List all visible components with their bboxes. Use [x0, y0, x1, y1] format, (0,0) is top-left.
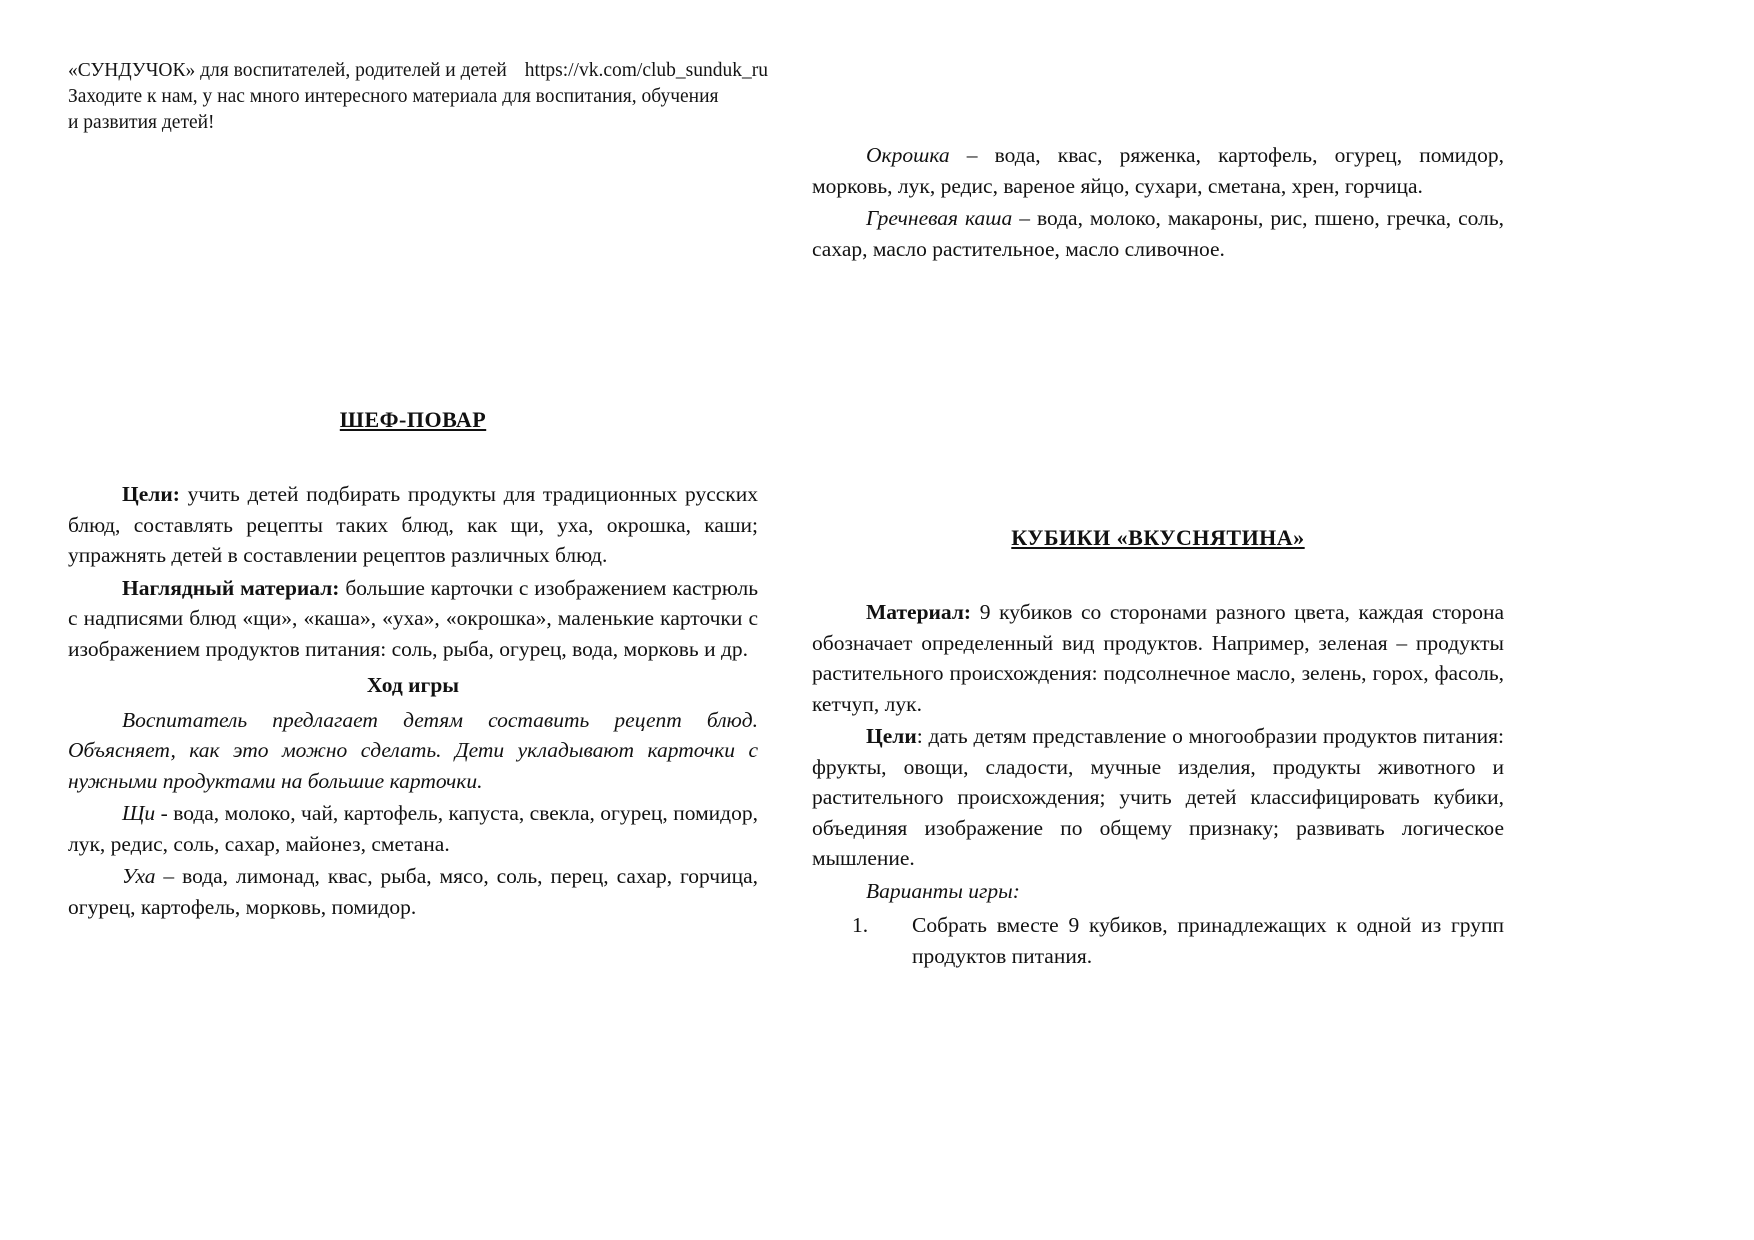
chef-goals	[68, 479, 758, 571]
list-item-number: 1.	[852, 913, 869, 938]
recipe-kasha-label: Гречневая каша	[866, 206, 1013, 231]
chef-goals-label: Цели:	[122, 482, 180, 507]
header-line-2: Заходите к нам, у нас много интересного материала для воспитания, обучения	[68, 85, 719, 107]
section-chef-povar	[68, 404, 758, 924]
chef-course-text: Воспитатель предлагает детям составить рецепт блюд. Объясняет, как это можно сделать. Дети укладывают карточки с нужными продуктами на большие карточки.	[68, 707, 758, 793]
header-title-text: «СУНДУЧОК» для воспитателей, родителей и детей	[68, 60, 507, 81]
section-kubiki	[812, 522, 1504, 971]
section-title-chef-povar: ШЕФ-ПОВАР	[339, 407, 487, 432]
kubiki-material-text: 9 кубиков со сторонами разного цвета, каждая сторона обозначает определенный вид продуктов. Например, зеленая – продукты растительного происхождения: подсолнечное масло, зелень, горох, фасоль, кетчуп, лук.	[812, 600, 1504, 716]
recipe-uha-label: Уха	[122, 864, 156, 889]
header-line-1	[68, 58, 1168, 84]
kubiki-goals	[812, 721, 1504, 874]
kubiki-goals-text: : дать детям представление о многообразии продуктов питания: фрукты, овощи, сладости, мучные изделия, продукты животного и растительного происхождения; учить детей классифицировать кубики, объединяя изображение по общему признаку; развивать логическое мышление.	[812, 724, 1504, 871]
recipe-kasha	[812, 203, 1504, 264]
recipe-uha	[68, 861, 758, 922]
recipe-shchi-text: - вода, молоко, чай, картофель, капуста, свекла, огурец, помидор, лук, редис, соль, сахар, майонез, сметана.	[68, 801, 758, 856]
recipe-okroshka-text: – вода, квас, ряженка, картофель, огурец, помидор, морковь, лук, редис, вареное яйцо, сухари, сметана, хрен, горчица.	[812, 143, 1504, 198]
chef-course-title: Ход игры	[366, 673, 460, 698]
list-item	[812, 910, 1504, 971]
chef-material	[68, 573, 758, 665]
list-item-text: Собрать вместе 9 кубиков, принадлежащих к одной из групп продуктов питания.	[912, 913, 1504, 968]
kubiki-material	[812, 597, 1504, 719]
section-title-kubiki: КУБИКИ «ВКУСНЯТИНА»	[1011, 525, 1305, 550]
page-header	[68, 58, 1168, 136]
chef-material-label: Наглядный материал:	[122, 575, 340, 600]
kubiki-variants-label: Варианты игры:	[866, 878, 1020, 903]
recipe-okroshka	[812, 140, 1504, 201]
recipe-okroshka-label: Окрошка	[866, 143, 950, 167]
kubiki-goals-label: Цели	[866, 724, 917, 749]
header-line-3: и развития детей!	[68, 111, 215, 133]
recipe-shchi-label: Щи	[122, 801, 156, 826]
chef-material-text: большие карточки с изображением кастрюль с надписями блюд «щи», «каша», «уха», «окрошка», маленькие карточки с изображением продуктов питания: соль, рыба, огурец, вода, морковь и др.	[68, 575, 758, 661]
header-link[interactable]: https://vk.com/club_sunduk_ru	[524, 60, 768, 81]
recipe-kasha-text: – вода, молоко, макароны, рис, пшено, гречка, соль, сахар, масло растительное, масло сливочное.	[812, 206, 1505, 261]
kubiki-material-label: Материал:	[866, 600, 972, 625]
recipe-shchi	[68, 798, 758, 859]
recipes-section	[812, 140, 1504, 266]
chef-goals-text: учить детей подбирать продукты для традиционных русских блюд, составлять рецепты таких блюд, как щи, уха, окрошка, каши; упражнять детей в составлении рецептов различных блюд.	[68, 482, 758, 568]
recipe-uha-text: – вода, лимонад, квас, рыба, мясо, соль, перец, сахар, горчица, огурец, картофель, морковь, помидор.	[68, 864, 758, 919]
